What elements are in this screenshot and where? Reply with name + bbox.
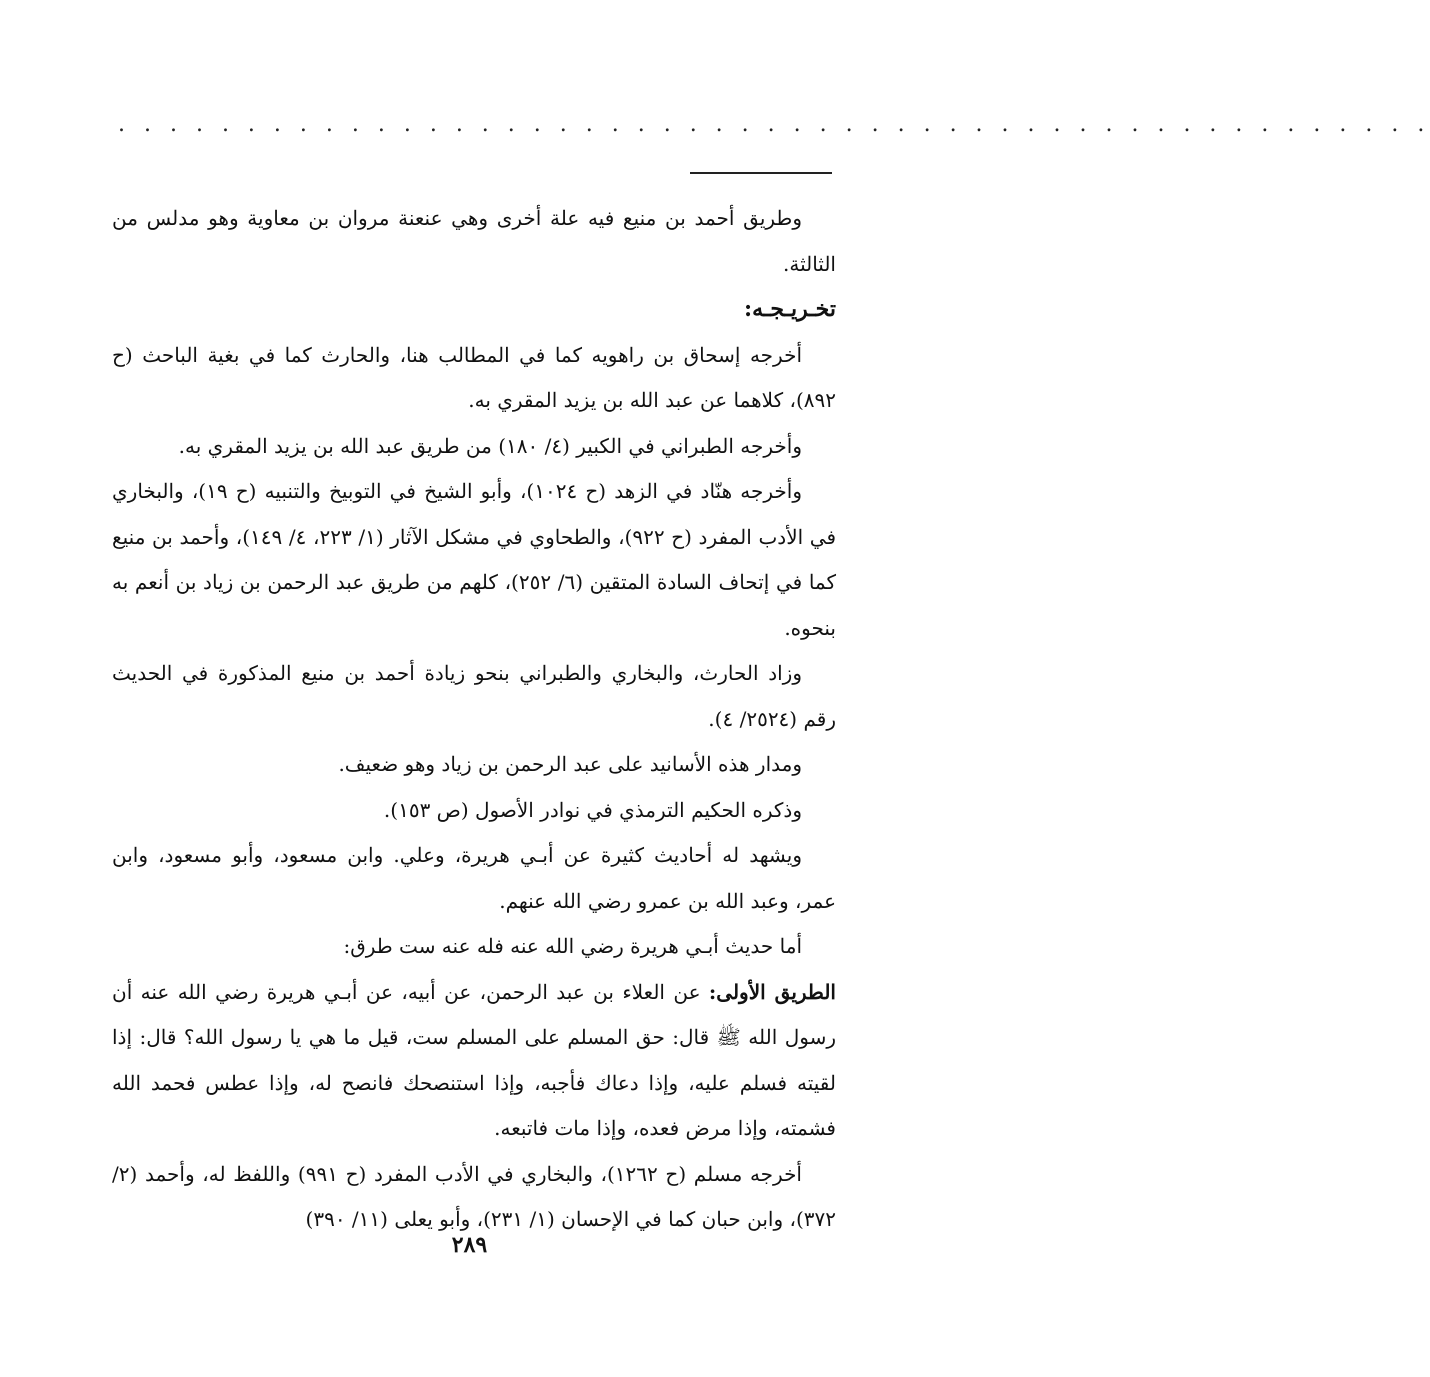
route-text: عن العلاء بن عبد الرحمن، عن أبيه، عن أبـي هريرة رضي الله عنه أن رسول الله ﷺ قال: حق المسلم على المسلم ست، قيل ما هي يا رسول الله؟ قال: إذا لقيته فسلم عليه، وإذا دعاك فأجبه، وإذا استنصحك فانصح له، وإذا عطس فحمد الله فشمته، وإذا مرض فعده، وإذا مات فاتبعه.: [112, 979, 836, 1140]
paragraph: ومدار هذه الأسانيد على عبد الرحمن بن زياد وهو ضعيف.: [338, 752, 802, 776]
paragraph: أما حديث أبـي هريرة رضي الله عنه فله عنه ست طرق:: [343, 934, 802, 958]
route-label: الطريق الأولى:: [708, 979, 836, 1004]
route-paragraph: [112, 970, 836, 1152]
page-number: ٢٨٩: [451, 1232, 488, 1258]
paragraph: وأخرجه هنّاد في الزهد (ح ١٠٢٤)، وأبو الشيخ في التوبيخ والتنبيه (ح ١٩)، والبخاري في الأدب المفرد (ح ٩٢٢)، والطحاوي في مشكل الآثار (١/ ٢٢٣، ٤/ ١٤٩)، وأحمد بن منيع كما في إتحاف السادة المتقين (٦/ ٢٥٢)، كلهم من طريق عبد الرحمن بن زياد بن أنعم به بنحوه.: [112, 479, 837, 640]
paragraph: وذكره الحكيم الترمذي في نوادر الأصول (ص ١٥٣).: [383, 797, 802, 822]
paragraph: وطريق أحمد بن منيع فيه علة أخرى وهي عنعنة مروان بن معاوية وهو مدلس من الثالثة.: [112, 206, 836, 276]
dotted-separator: . . . . . . . . . . . . . . . . . . . . . . . . . . . . . . . . . . . . . . . . . . . . . . . . . . .: [118, 112, 1430, 137]
paragraph: وأخرجه الطبراني في الكبير (٤/ ١٨٠) من طريق عبد الله بن يزيد المقري به.: [178, 433, 802, 458]
paragraph: ويشهد له أحاديث كثيرة عن أبـي هريرة، وعلي. وابن مسعود، وأبو مسعود، وابن عمر، وعبد الله بن عمرو رضي الله عنهم.: [112, 843, 836, 913]
footnote-rule: [690, 172, 832, 174]
paragraph: أخرجه مسلم (ح ١٢٦٢)، والبخاري في الأدب المفرد (ح ٩٩١) واللفظ له، وأحمد (٢/ ٣٧٢)، وابن حبان كما في الإحسان (١/ ٢٣١)، وأبو يعلى (١١/ ٣٩٠): [112, 1161, 836, 1231]
section-heading: تخـريـجـه:: [743, 296, 836, 322]
text-body: [112, 196, 836, 1243]
paragraph: وزاد الحارث، والبخاري والطبراني بنحو زيادة أحمد بن منيع المذكورة في الحديث رقم (٢٥٢٤/ ٤).: [112, 661, 836, 731]
paragraph: أخرجه إسحاق بن راهويه كما في المطالب هنا، والحارث كما في بغية الباحث (ح ٨٩٢)، كلاهما عن عبد الله بن يزيد المقري به.: [112, 342, 836, 412]
